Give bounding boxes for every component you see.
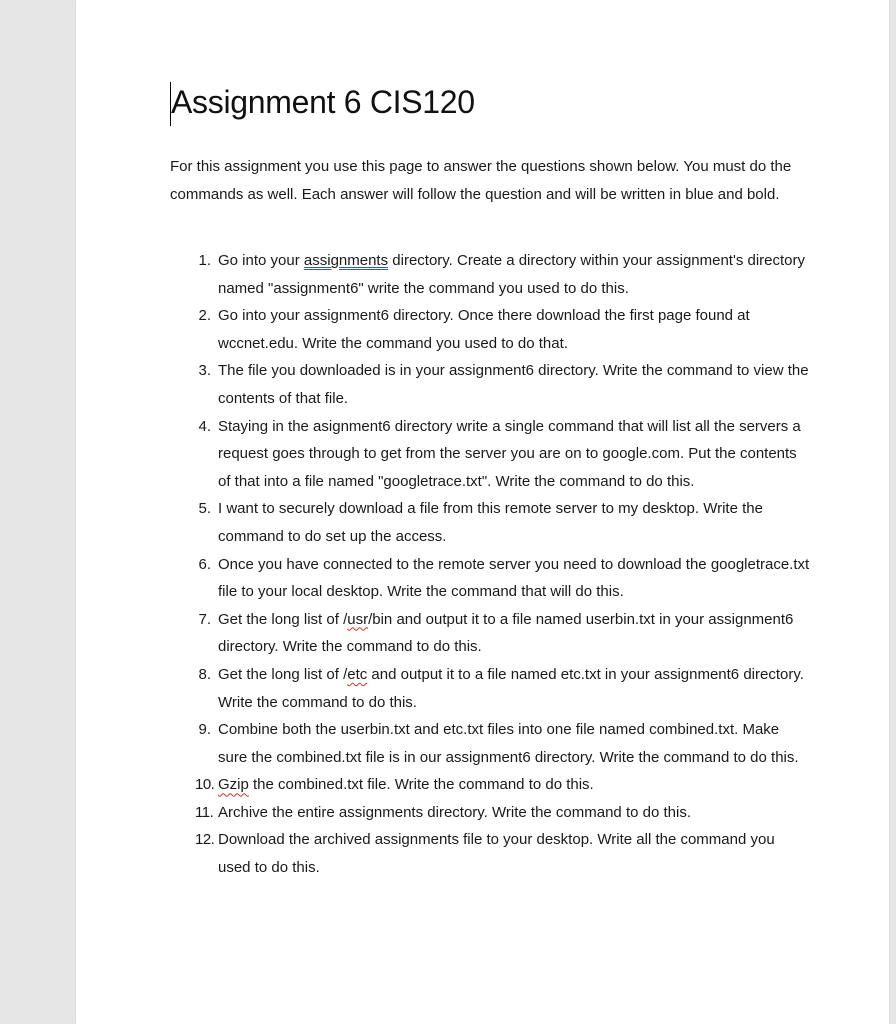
- intro-paragraph[interactable]: For this assignment you use this page to answer the questions shown below. You must do the commands as well. Each answer will follow the question and will be written in blue and bold.: [170, 158, 792, 203]
- question-item[interactable]: [170, 551, 810, 606]
- question-item[interactable]: [170, 413, 810, 496]
- document-title[interactable]: Assignment 6 CIS120: [171, 84, 475, 120]
- question-number: 7.: [198, 610, 211, 628]
- question-text: Get the long list of /usr/bin and output it to a file named userbin.txt in your assignment6 directory. Write the command to do this.: [218, 610, 794, 656]
- question-item[interactable]: [170, 302, 810, 357]
- question-text: Combine both the userbin.txt and etc.txt files into one file named combined.txt. Make sure the combined.txt file is in our assignment6 directory. Write the command to do this.: [218, 721, 799, 766]
- question-item[interactable]: [170, 771, 810, 799]
- question-number: 6.: [198, 555, 211, 573]
- question-item[interactable]: [170, 357, 810, 412]
- document-page[interactable]: [76, 0, 889, 1024]
- question-text: Download the archived assignments file to your desktop. Write all the command you used to do this.: [218, 831, 775, 877]
- question-number: 9.: [198, 721, 211, 739]
- question-number: 8.: [198, 665, 211, 683]
- question-item[interactable]: [170, 826, 810, 881]
- question-text: Staying in the asignment6 directory write a single command that will list all the servers a request goes through to get from the server you are on to google.com. Put the contents of that into a file named "googletrace.txt". Write the command to do this.: [218, 417, 801, 490]
- question-text: Go into your assignment6 directory. Once there download the first page found at wccnet.edu. Write the command you used to do that.: [218, 307, 750, 352]
- question-number: 1.: [198, 252, 211, 269]
- question-text: Gzip the combined.txt file. Write the command to do this.: [218, 776, 594, 794]
- question-number: 3.: [198, 362, 211, 380]
- spelling-flag[interactable]: usr: [347, 610, 369, 628]
- question-item[interactable]: [170, 606, 810, 661]
- grammar-flag[interactable]: assignments: [303, 252, 389, 269]
- question-text: Go into your assignments directory. Create a directory within your assignment's directory named "assignment6" write the command you used to do this.: [218, 252, 806, 297]
- question-item[interactable]: [170, 716, 810, 771]
- question-item[interactable]: [170, 799, 810, 827]
- question-text: I want to securely download a file from this remote server to my desktop. Write the command to do set up the access.: [218, 500, 763, 545]
- spelling-flag[interactable]: Gzip: [218, 776, 249, 794]
- question-list: [170, 247, 810, 882]
- question-item[interactable]: [170, 661, 810, 716]
- spelling-flag[interactable]: etc: [347, 665, 368, 683]
- question-item[interactable]: [170, 495, 810, 550]
- question-text: Archive the entire assignments directory. Write the command to do this.: [218, 803, 691, 821]
- question-text: Get the long list of /etc and output it to a file named etc.txt in your assignment6 directory. Write the command to do this.: [218, 665, 804, 711]
- question-number: 4.: [198, 417, 211, 435]
- question-number: 2.: [198, 307, 211, 325]
- question-number: 12.: [195, 831, 215, 849]
- question-item[interactable]: [170, 247, 810, 302]
- question-text: The file you downloaded is in your assignment6 directory. Write the command to view the contents of that file.: [218, 362, 809, 407]
- question-number: 11.: [195, 803, 214, 821]
- question-number: 10.: [195, 776, 215, 794]
- question-number: 5.: [198, 500, 211, 518]
- question-text: Once you have connected to the remote server you need to download the googletrace.txt file to your local desktop. Write the command that will do this.: [218, 555, 810, 601]
